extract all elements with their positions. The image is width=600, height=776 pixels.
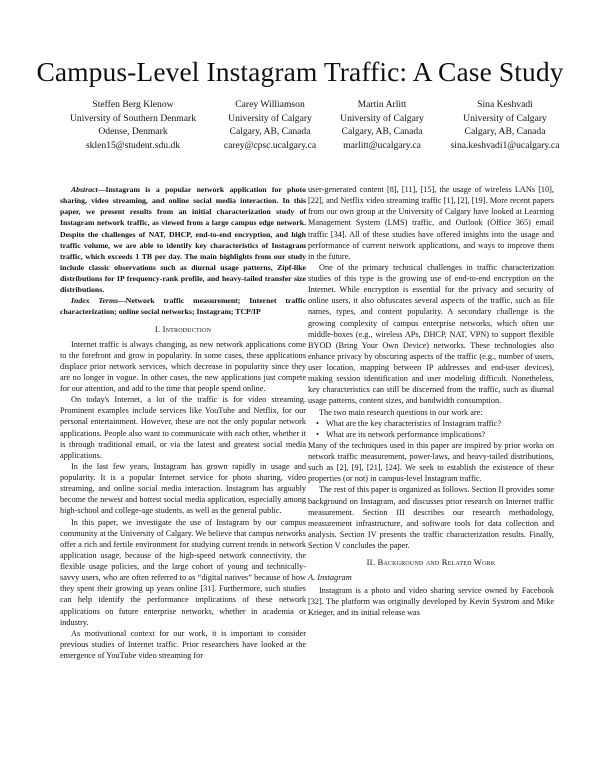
instagram-paragraph: Instagram is a photo and video sharing service owned by Facebook [32]. The platform was originally developed by Kevin Systrom and Mike Krieger, and its initial release was <box>308 586 554 618</box>
left-column <box>60 184 306 661</box>
research-questions-list <box>308 418 554 440</box>
author-block-3 <box>317 98 447 152</box>
intro-continuation-paragraph: user-generated content [8], [11], [15], the usage of wireless LANs [10], [22], and Netflix video streaming traffic [1], [2], [19]. More recent papers from our own group at the University of Calgary have looked at Learning Management System (LMS) traffic, and Outlook (Office 365) email traffic [34]. All of these studies have offered insights into the usage and performance of current network applications, and ways to improve them in the future. <box>308 185 554 261</box>
author-name: Martin Arlitt <box>357 99 407 110</box>
author-name: Carey Williamson <box>235 99 305 110</box>
author-affiliation: University of Calgary <box>340 112 424 124</box>
author-name: Steffen Berg Klenow <box>92 99 174 110</box>
intro-paragraph: In this paper, we investigate the use of Instagram by our campus community at the University of Calgary. We believe that campus networks offer a rich and fertile environment for studying current trends in network application usage, because of the high-speed network connectivity, the flexible usage policies, and the large cohort of young and technically-savvy users, who are often referred to as “digital natives” because of how they spent their growing up years online [31]. Furthermore, such studies can help identify the performance implications of these network applications on future enterprise networks, whether in academia or industry. <box>60 517 306 627</box>
index-terms <box>60 295 306 317</box>
abstract <box>60 184 306 295</box>
author-location: Calgary, AB, Canada <box>341 126 423 137</box>
author-block-1 <box>58 98 208 152</box>
questions-intro: The two main research questions in our work are: <box>319 407 483 417</box>
author-email[interactable]: marlitt@ucalgary.ca <box>343 139 421 151</box>
author-affiliation: University of Calgary <box>463 112 547 124</box>
index-terms-label: Index Terms <box>71 296 118 306</box>
author-email[interactable]: sina.keshvadi1@ucalgary.ca <box>450 139 560 151</box>
author-email[interactable]: sklen15@student.sdu.dk <box>85 139 181 151</box>
intro-paragraph: In the last few years, Instagram has grown rapidly in usage and popularity. It is a popular Internet service for photo sharing, video streaming, and online social media interaction. Instagram has arguably become the newest and hottest social media application, especially among high-school and college-age students, as well as the general public. <box>60 461 306 516</box>
list-item: • What are the key characteristics of Instagram traffic? <box>326 418 554 429</box>
index-terms-text: —Network traffic measurement; Internet traffic characterization; online social networks; Instagram; TCP/IP <box>60 296 306 317</box>
organization-paragraph: The rest of this paper is organized as follows. Section II provides some background on Instagram, and discusses prior research on Internet traffic measurement. Section III describes our research methodology, measurement infrastructure, and software tools for data collection and analysis. Section IV presents the traffic characterization results. Finally, Section V concludes the paper. <box>308 485 554 550</box>
list-item: • What are its network performance implications? <box>326 429 554 440</box>
techniques-paragraph: Many of the techniques used in this paper are inspired by prior works on network traffic measurement, power-laws, and heavy-tailed distributions, such as [2], [9], [21], [24]. We seek to establish the existence of these properties (or not) in campus-level Instagram traffic. <box>308 440 554 484</box>
author-location: Odense, Denmark <box>98 126 168 137</box>
author-affiliation: University of Calgary <box>228 112 312 124</box>
author-email[interactable]: carey@cpsc.ucalgary.ca <box>223 139 317 151</box>
right-column <box>308 184 554 619</box>
intro-paragraph: As motivational context for our work, it is important to consider previous studies of Internet traffic. Prior researchers have looked at the emergence of YouTube video streaming for <box>60 628 306 660</box>
author-location: Calgary, AB, Canada <box>229 126 311 137</box>
subsection-heading-instagram: A. Instagram <box>308 573 352 583</box>
abstract-text: —Instagram is a popular network application for photo sharing, video streaming, and online social media interaction. In this paper, we present results from an initial characterization study of Instagram network traffic, as viewed from a large campus edge network. Despite the challenges of NAT, DHCP, end-to-end encryption, and high traffic volume, we are able to identify key characteristics of Instagram traffic, which exceeds 1 TB per day. The main highlights from our study include classic observations such as diurnal usage patterns, Zipf-like distributions for IP frequency-rank profile, and heavy-tailed transfer size distributions. <box>60 185 306 295</box>
author-block-2 <box>205 98 335 152</box>
challenges-paragraph: One of the primary technical challenges in traffic characterization studies of this type is the growing use of end-to-end encryption on the Internet. While encryption is essential for the privacy and security of online users, it also obfuscates several aspects of the traffic, such as file names, types, and content popularity. A secondary challenge is the growing complexity of campus enterprise networks, which often use middle-boxes (e.g., wireless APs, DHCP, NAT, VPN) to support flexible BYOD (Bring Your Own Device) networks. These technologies also enhance privacy by obscuring aspects of the traffic (e.g., number of users, user location, mapping between IP addresses and end-user devices), making session identification and user modeling difficult. Nonetheless, key characteristics can still be discerned from the traffic, such as diurnal usage patterns, content sizes, and bandwidth consumption. <box>308 262 554 406</box>
section-heading-background: II. Background and Related Work <box>366 557 496 568</box>
author-location: Calgary, AB, Canada <box>464 126 546 137</box>
author-block-4 <box>430 98 580 152</box>
intro-paragraph: On today's Internet, a lot of the traffic is for video streaming. Prominent examples include services like YouTube and Netflix, for our personal entertainment. However, these are not the only popular network applications. People also want to communicate with each other, whether it is through traditional email, or via the latest and greatest social media applications. <box>60 395 306 460</box>
author-name: Sina Keshvadi <box>477 99 533 110</box>
author-affiliation: University of Southern Denmark <box>69 112 197 124</box>
abstract-label: Abstract <box>71 185 98 194</box>
intro-paragraph: Internet traffic is always changing, as new network applications come to the forefront and grow in popularity. In some cases, these applications displace prior network services, which decrease in popularity since they are no longer in vogue. In other cases, the new applications just compete for our attention, and add to the time that people spend online. <box>60 339 306 393</box>
paper-title: Campus-Level Instagram Traffic: A Case Study <box>36 56 564 87</box>
section-heading-introduction: I. Introduction <box>154 323 212 334</box>
